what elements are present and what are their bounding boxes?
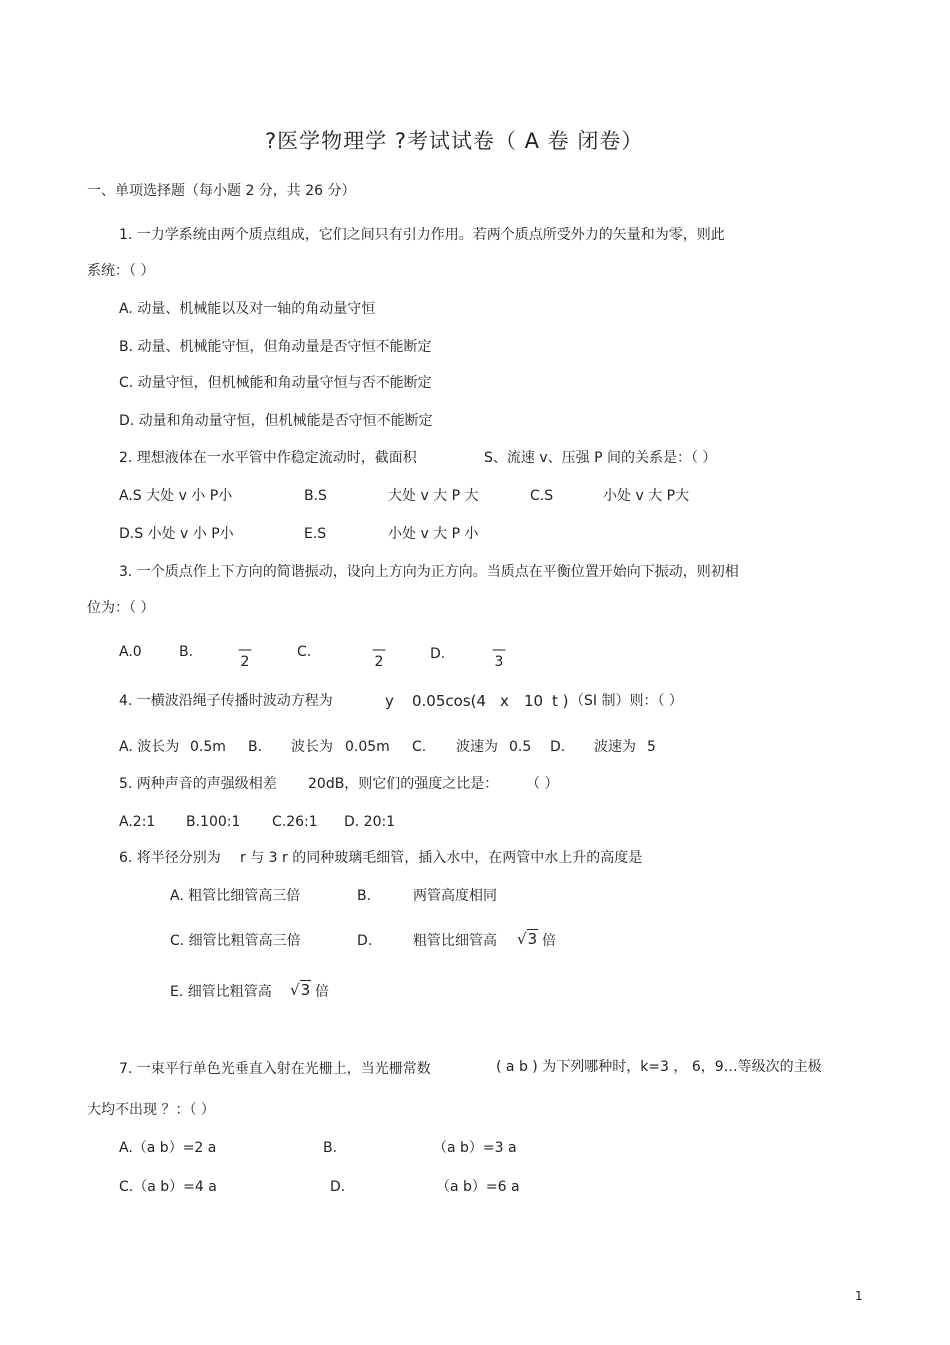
q4-option-a-label: A. 波长为	[119, 739, 180, 755]
q2-option-b-text: 大处 v 大 P 大	[388, 488, 479, 504]
q7-stem-line2: 大均不出现 ？：（ ）	[87, 1102, 215, 1118]
fraction-denominator: 2	[240, 654, 250, 670]
q2-option-c-text: 小处 v 大 P大	[603, 488, 690, 504]
q3-option-b-label: B.	[179, 644, 194, 660]
q6-option-e-text: E. 细管比粗管高	[170, 984, 272, 1000]
q7-option-c: C.（a b）=4 a	[119, 1179, 217, 1195]
page-number: 1	[855, 1289, 863, 1303]
q2-option-d: D.S 小处 v 小 P小	[119, 526, 234, 542]
q6-option-d-label: D.	[357, 933, 373, 949]
q4-stem-text: 4. 一横波沿绳子传播时波动方程为	[119, 693, 333, 709]
q5-option-d: D. 20:1	[344, 814, 396, 830]
q6-option-b-text: 两管高度相同	[413, 888, 497, 904]
fraction-bar: —	[372, 642, 386, 658]
q7-stem-part2: ( a b ) 为下列哪种时，k=3 ， 6，9…等级次的主极	[496, 1059, 822, 1075]
q7-option-d-label: D.	[330, 1179, 346, 1195]
q5-option-b: B.100:1	[186, 814, 241, 830]
q6-option-a: A. 粗管比细管高三倍	[170, 888, 301, 904]
q2-stem-part1: 2. 理想液体在一水平管中作稳定流动时，截面积	[119, 450, 417, 466]
section-heading: 一、单项选择题（每小题 2 分，共 26 分）	[87, 183, 356, 199]
q1-option-b: B. 动量、机械能守恒，但角动量是否守恒不能断定	[119, 339, 432, 355]
q3-option-b-fraction	[238, 642, 252, 670]
q6-stem-part2: r 与 3 r 的同种玻璃毛细管，插入水中，在两管中水上升的高度是	[240, 850, 643, 866]
q7-option-b-label: B.	[323, 1140, 338, 1156]
fraction-denominator: 3	[494, 654, 504, 670]
q4-option-d-value: 5	[647, 739, 656, 755]
q4-equation-y: y	[385, 692, 394, 710]
q6-option-c: C. 细管比粗管高三倍	[170, 933, 301, 949]
q2-option-e-label: E.S	[304, 526, 327, 542]
q3-option-d-fraction	[492, 642, 506, 670]
q7-option-d-text: （a b）=6 a	[436, 1179, 520, 1195]
q2-option-c-label: C.S	[530, 488, 554, 504]
exam-title: ?医学物理学 ?考试试卷（ A 卷 闭卷）	[265, 129, 644, 153]
q6-option-b-label: B.	[357, 888, 372, 904]
q2-stem-part2: S、流速 v、压强 P 间的关系是：（ ）	[484, 450, 717, 466]
q5-stem-part1: 5. 两种声音的声强级相差	[119, 776, 277, 792]
q3-option-c-fraction	[372, 642, 386, 670]
sqrt-radicand: 3	[527, 930, 538, 948]
q1-option-d: D. 动量和角动量守恒，但机械能是否守恒不能断定	[119, 413, 433, 429]
q4-stem-suffix: （SI 制）则：（ ）	[570, 693, 683, 709]
q5-option-c: C.26:1	[272, 814, 318, 830]
q3-stem-line2: 位为：（ ）	[87, 600, 155, 616]
q6-option-d-suffix: 倍	[542, 933, 556, 949]
q5-stem-part3: （ ）	[526, 776, 559, 792]
q2-option-a: A.S 大处 v 小 P小	[119, 488, 233, 504]
q1-stem-line1: 1. 一力学系统由两个质点组成，它们之间只有引力作用。若两个质点所受外力的矢量和为零，则此	[119, 227, 725, 243]
q3-stem-line1: 3. 一个质点作上下方向的简谐振动，设向上方向为正方向。当质点在平衡位置开始向下振动，则初相	[119, 564, 739, 580]
q4-option-b-text: 波长为	[291, 739, 333, 755]
fraction-bar: —	[238, 642, 252, 658]
q4-option-c-label: C.	[412, 739, 427, 755]
q6-option-d-text: 粗管比细管高	[413, 933, 497, 949]
q4-option-d-label: D.	[550, 739, 566, 755]
q2-option-b-label: B.S	[304, 488, 327, 504]
q4-option-b-value: 0.05m	[345, 739, 390, 755]
q4-option-b-label: B.	[248, 739, 263, 755]
q1-stem-line2: 系统：（ ）	[87, 263, 155, 279]
fraction-bar: —	[492, 642, 506, 658]
q1-option-a: A. 动量、机械能以及对一轴的角动量守恒	[119, 301, 376, 317]
q6-option-e-suffix: 倍	[315, 984, 329, 1000]
q7-stem-part1: 7. 一束平行单色光垂直入射在光栅上，当光栅常数	[119, 1061, 431, 1077]
q4-option-c-text: 波速为	[456, 739, 498, 755]
q6-stem-part1: 6. 将半径分别为	[119, 850, 221, 866]
q6-option-d-sqrt: √3	[517, 930, 538, 948]
q3-option-c-label: C.	[297, 644, 312, 660]
q2-option-e-text: 小处 v 大 P 小	[388, 526, 479, 542]
q4-equation-cos: 0.05cos(4	[412, 692, 487, 710]
q5-stem-part2: 20dB，则它们的强度之比是：	[308, 776, 499, 792]
q4-option-a-value: 0.5m	[190, 739, 226, 755]
q4-equation-10: 10	[524, 692, 544, 710]
q5-option-a: A.2:1	[119, 814, 156, 830]
q4-equation-x: x	[500, 692, 509, 710]
q4-option-d-text: 波速为	[594, 739, 636, 755]
q4-equation-t: t )	[552, 692, 569, 710]
q1-option-c: C. 动量守恒，但机械能和角动量守恒与否不能断定	[119, 375, 432, 391]
q7-option-b-text: （a b）=3 a	[433, 1140, 517, 1156]
q3-option-d-label: D.	[430, 646, 446, 662]
q3-option-a: A.0	[119, 644, 142, 660]
q7-option-a: A.（a b）=2 a	[119, 1140, 217, 1156]
q6-option-e-sqrt: √3	[290, 981, 311, 999]
sqrt-radicand: 3	[300, 981, 311, 999]
fraction-denominator: 2	[374, 654, 384, 670]
q4-option-c-value: 0.5	[509, 739, 532, 755]
